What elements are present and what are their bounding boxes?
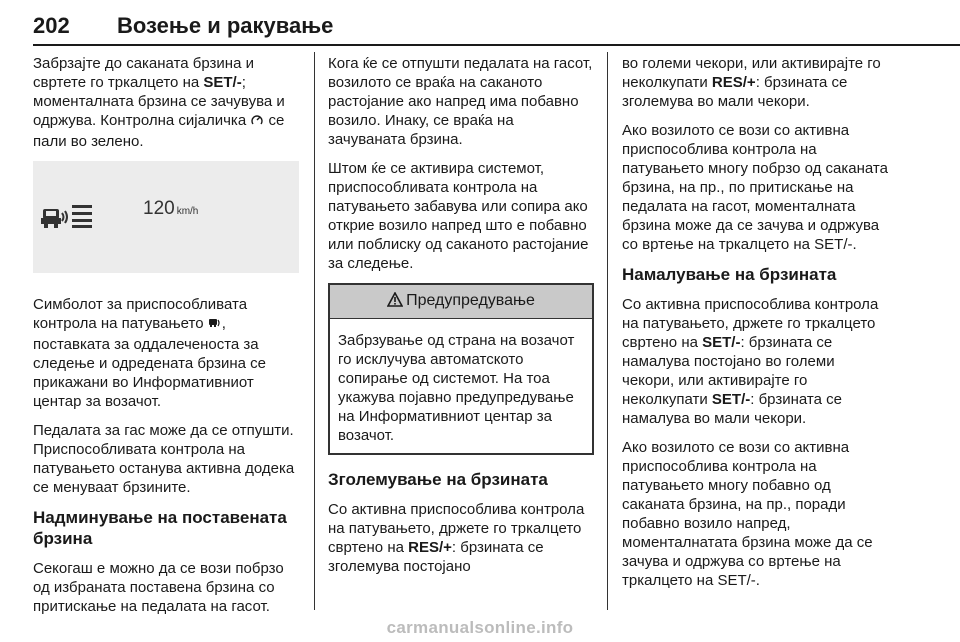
- paragraph-activated: Штом ќе се активира системот, приспособливата контрола на патувањето забавува или сопира ако открие возило напред што е побавно или поблиску од саканото растојание за следење.: [328, 160, 589, 272]
- warning-box: [328, 283, 594, 455]
- set-speed-readout: 120 km/h: [143, 198, 199, 219]
- paragraph-release: Кога ќе се отпушти педалата на гасот, возилото се враќа на саканото растојание ако напред има побавно возило. Инаку, се враќа на зачуваната брзина.: [328, 55, 593, 148]
- paragraph-slower: Ако возилото се вози со активна приспособлива контрола на патувањето многу побавно од саканата брзина, на пр., поради побавно возило напред, моменталнатата брзина може да се зачува и одржува со вртење на тркалцето на SET/-.: [622, 439, 873, 589]
- paragraph-decrease: Со активна приспособлива контрола на патувањето, држете го тркалцето свртено на SET/-: брзината се намалува постојано во големи чекори, или активирајте го неколкупати SET/-: брзината се намалува во мали чекори.: [622, 296, 879, 427]
- paragraph-pedal: Педалата за гас може да се отпушти. Приспособливата контрола на патувањето останува активна додека се менуваат брзините.: [33, 422, 295, 496]
- heading-increase: Зголемување на брзината: [328, 470, 548, 489]
- column-2: [328, 54, 594, 586]
- adaptive-cruise-inline-icon: [208, 316, 222, 335]
- column-divider-1: [314, 52, 315, 610]
- heading-decrease: Намалување на брзината: [622, 265, 837, 284]
- warning-body: Забрзување од страна на возачот го исклучува автоматското сопирање од системот. На тоа укажува појавно предупредување на Информативниот центар за возачот.: [338, 332, 575, 444]
- warning-triangle-icon: [387, 292, 403, 312]
- cruise-control-icon: [250, 113, 264, 132]
- paragraph-increase: Со активна приспособлива контрола на патувањето, држете го тркалцето свртено на RES/+: брзината се зголемува постојано: [328, 501, 585, 575]
- chapter-title: Возење и ракување: [117, 13, 334, 38]
- header-rule: [33, 44, 960, 46]
- column-1: [33, 54, 299, 626]
- watermark: carmanualsonline.info: [386, 618, 574, 637]
- column-divider-2: [607, 52, 608, 610]
- paragraph-accelerate: Забрзајте до саканата брзина и свртете го тркалцето на SET/-; моменталната брзина се зачувува и одржува. Контролна сијаличка се пали во зелено.: [33, 55, 285, 150]
- following-distance-icon: [71, 203, 93, 234]
- warning-header: [330, 285, 592, 319]
- page-number: 202: [33, 13, 70, 38]
- heading-overtake: Надминување на поставената брзина: [33, 508, 287, 548]
- paragraph-symbol: Симболот за приспособливата контрола на патувањето , поставката за оддалеченоста за следење и одредената брзина се прикажани во Информативниот центар за возачот.: [33, 296, 266, 410]
- adaptive-cruise-car-icon: [41, 205, 69, 236]
- paragraph-overtake: Секогаш е можно да се вози побрзо од избраната поставена брзина со притискање на педалата на гасот.: [33, 560, 284, 615]
- warning-title: Предупредување: [406, 292, 535, 309]
- page-header: [33, 12, 960, 46]
- instrument-cluster-image: [33, 161, 299, 273]
- paragraph-faster: Ако возилото се вози со активна приспособлива контрола на патувањето многу побрзо од саканата брзина, на пр., по притискање на педалата на гасот, моменталната брзина може да се зачува и одржува со вртење на тркалцето на SET/-.: [622, 122, 888, 253]
- column-3: [622, 54, 888, 600]
- paragraph-increase-cont: во големи чекори, или активирајте го неколкупати RES/+: брзината се зголемува во мали чекори.: [622, 55, 881, 110]
